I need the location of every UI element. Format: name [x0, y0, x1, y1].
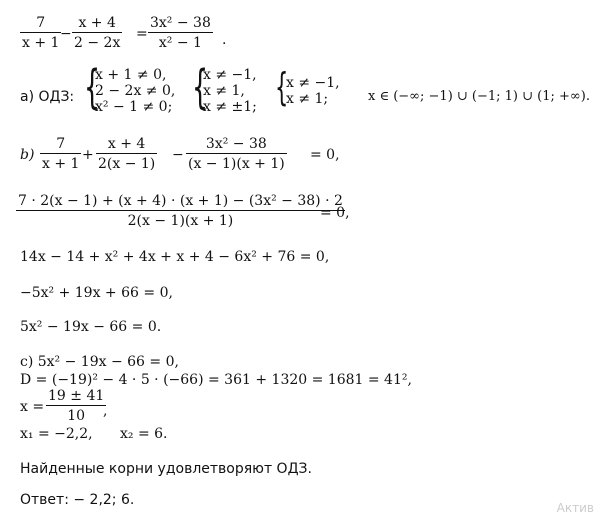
b-plus: +: [82, 147, 94, 163]
b-line-5: 5x² − 19x − 66 = 0.: [20, 319, 162, 335]
eq-f1-den: x + 1: [22, 35, 60, 51]
eq-f1-num: 7: [36, 15, 46, 31]
watermark-text: Актив: [556, 501, 594, 515]
system-brace: {: [192, 60, 209, 114]
odz-domain: x ∈ (−∞; −1) ∪ (−1; 1) ∪ (1; +∞).: [368, 89, 590, 104]
c-line-2: D = (−19)² − 4 · 5 · (−66) = 361 + 1320 = 1681 = 41²,: [20, 372, 412, 388]
b-fraction-1: [40, 137, 81, 171]
odz-s1-line-2: 2 − 2x ≠ 0,: [95, 83, 176, 99]
b-big-num: 7 · 2(x − 1) + (x + 4) · (x + 1) − (3x² − 38) · 2: [18, 193, 343, 209]
fraction-bar: [40, 153, 81, 154]
odz-s2-line-1: x ≠ −1,: [203, 67, 257, 83]
eq-fraction-3: [148, 16, 213, 50]
odz-s1-line-1: x + 1 ≠ 0,: [95, 67, 167, 83]
odz-s3-line-1: x ≠ −1,: [286, 75, 340, 91]
b-f1-den: x + 1: [42, 156, 80, 172]
fraction-bar: [148, 32, 213, 33]
eq-equals: =: [136, 26, 148, 42]
conclusion-text: Найденные корни удовлетворяют ОДЗ.: [20, 461, 312, 477]
eq-fraction-1: [20, 16, 61, 50]
b-f2-den: 2(x − 1): [98, 156, 156, 172]
b-tail: = 0,: [310, 147, 340, 163]
b-f1-num: 7: [56, 136, 66, 152]
odz-system-1: [95, 67, 175, 115]
b-f2-num: x + 4: [107, 136, 146, 152]
eq-f3-num: 3x² − 38: [150, 15, 211, 31]
fraction-bar: [46, 405, 106, 406]
eq-fraction-2: [72, 16, 122, 50]
c-x-num: 19 ± 41: [48, 388, 105, 404]
fraction-bar: [72, 32, 122, 33]
b-big-den: 2(x − 1)(x + 1): [127, 213, 234, 229]
b-fraction-3: [186, 137, 287, 171]
fraction-bar: [20, 32, 61, 33]
fraction-bar: [96, 153, 157, 154]
eq-f3-den: x² − 1: [158, 35, 202, 51]
c-roots-1: x₁ = −2,2,: [20, 426, 93, 442]
system-brace: {: [275, 65, 289, 109]
c-root-fraction: [46, 389, 106, 423]
odz-system-3: [286, 75, 340, 107]
b-line-4: −5x² + 19x + 66 = 0,: [20, 285, 173, 301]
b-f3-den: (x − 1)(x + 1): [188, 156, 285, 172]
system-brace: {: [84, 60, 101, 114]
b-minus: −: [172, 147, 184, 163]
odz-s1-line-3: x² − 1 ≠ 0;: [95, 99, 173, 115]
eq-f2-num: x + 4: [78, 15, 116, 31]
odz-s3-line-2: x ≠ 1;: [286, 91, 329, 107]
answer-text: Ответ: − 2,2; 6.: [20, 492, 135, 508]
fraction-bar: [16, 210, 345, 211]
c-line-1: c) 5x² − 19x − 66 = 0,: [20, 354, 179, 370]
part-a-label: а) ОДЗ:: [20, 89, 75, 105]
c-x-tail: ,: [103, 403, 108, 419]
b-line-3: 14x − 14 + x² + 4x + x + 4 − 6x² + 76 = 0,: [20, 249, 330, 265]
odz-system-2: [203, 67, 257, 115]
b-fraction-2: [96, 137, 157, 171]
c-x-den: 10: [67, 408, 86, 424]
odz-s2-line-3: x ≠ ±1;: [203, 99, 257, 115]
b-big-tail: = 0,: [320, 205, 350, 221]
odz-s2-line-2: x ≠ 1,: [203, 83, 245, 99]
b-f3-num: 3x² − 38: [205, 136, 267, 152]
eq-minus: −: [60, 26, 72, 42]
c-roots-2: x₂ = 6.: [120, 426, 168, 442]
c-x-lhs: x =: [20, 399, 45, 415]
eq-period: .: [222, 32, 227, 48]
eq-f2-den: 2 − 2x: [74, 35, 121, 51]
fraction-bar: [186, 153, 287, 154]
b-big-fraction: [16, 194, 345, 228]
part-b-label: b): [20, 147, 35, 163]
